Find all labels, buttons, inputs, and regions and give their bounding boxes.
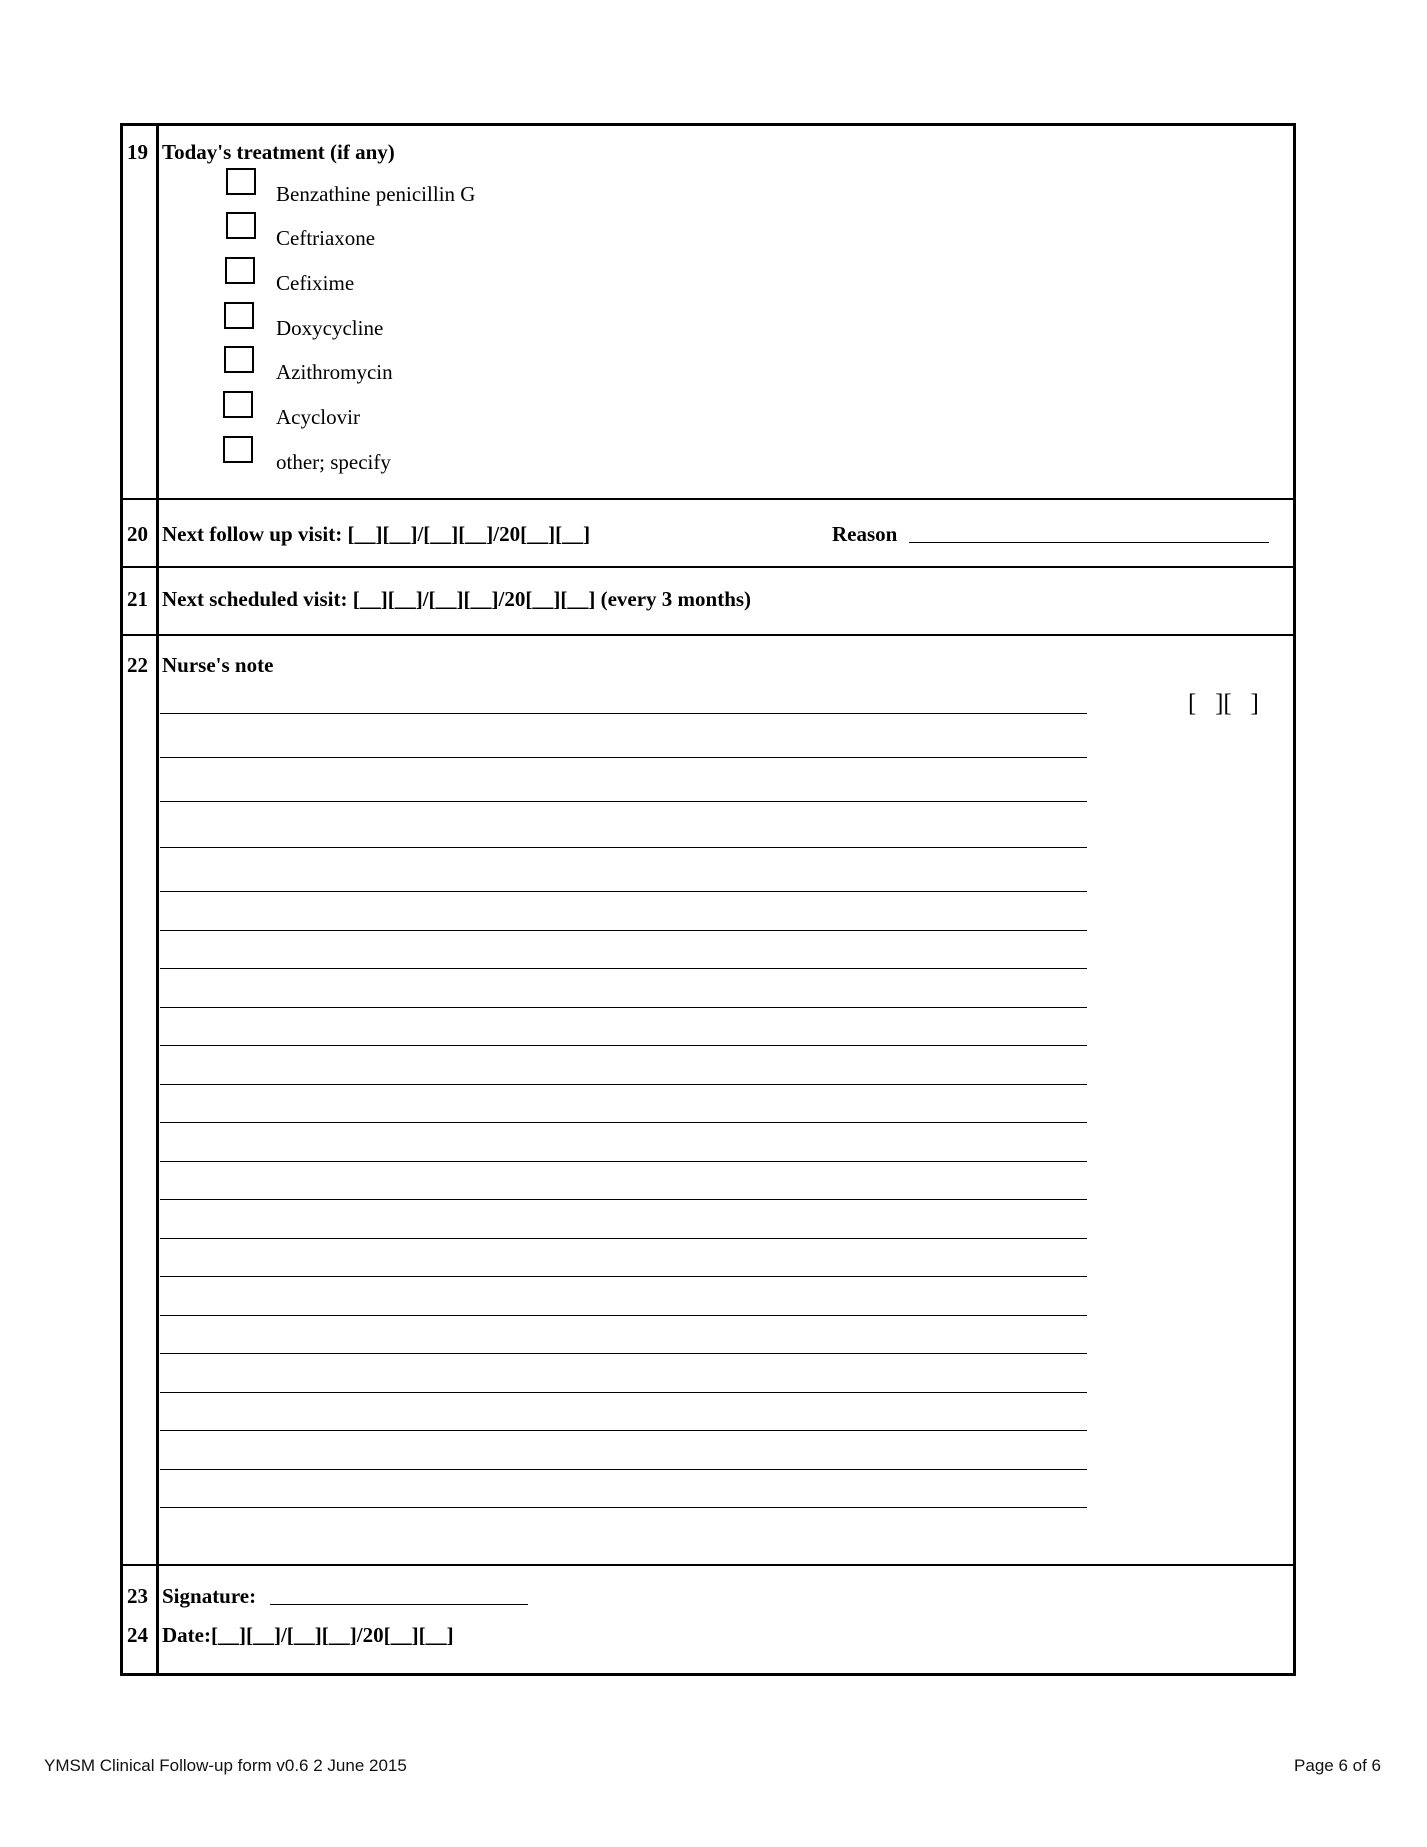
q19-number: 19	[127, 140, 148, 164]
note-line[interactable]	[160, 1315, 1087, 1316]
q20-label[interactable]: Next follow up visit: [__][__]/[__][__]/20[__][__]	[162, 522, 591, 546]
q23-label: Signature:	[162, 1584, 257, 1608]
q23-number: 23	[127, 1584, 148, 1608]
note-line[interactable]	[160, 801, 1087, 802]
reason-input-line[interactable]	[909, 542, 1269, 543]
ceftriaxone-checkbox[interactable]	[226, 212, 256, 239]
note-line[interactable]	[160, 1507, 1087, 1508]
note-line[interactable]	[160, 757, 1087, 758]
note-line[interactable]	[160, 1045, 1087, 1046]
cefixime-checkbox[interactable]	[225, 257, 255, 284]
note-line[interactable]	[160, 1469, 1087, 1470]
note-line[interactable]	[160, 1007, 1087, 1008]
row-q23-q24-signature-date	[123, 1564, 1293, 1676]
doxycycline-checkbox[interactable]	[224, 302, 254, 329]
note-line[interactable]	[160, 847, 1087, 848]
note-line[interactable]	[160, 1276, 1087, 1277]
note-line[interactable]	[160, 1084, 1087, 1085]
q21-label[interactable]: Next scheduled visit: [__][__]/[__][__]/20[__][__] (every 3 months)	[162, 587, 752, 611]
row-q20-next-follow-up	[123, 498, 1293, 568]
note-line[interactable]	[160, 1199, 1087, 1200]
ceftriaxone-label: Ceftriaxone	[276, 226, 376, 250]
footer-form-version: YMSM Clinical Follow-up form v0.6 2 June 2015	[44, 1756, 407, 1775]
other-checkbox[interactable]	[223, 436, 253, 463]
note-line[interactable]	[160, 891, 1087, 892]
doxycycline-label: Doxycycline	[276, 316, 384, 340]
row-q19-treatment	[123, 126, 1293, 500]
benzathine-label: Benzathine penicillin G	[276, 182, 476, 206]
q21-number: 21	[127, 587, 148, 611]
note-line[interactable]	[160, 1122, 1087, 1123]
acyclovir-checkbox[interactable]	[223, 391, 253, 418]
q24-label[interactable]: Date:[__][__]/[__][__]/20[__][__]	[162, 1623, 454, 1647]
q19-label: Today's treatment (if any)	[162, 140, 395, 164]
note-line[interactable]	[160, 930, 1087, 931]
note-line[interactable]	[160, 1161, 1087, 1162]
note-line[interactable]	[160, 1430, 1087, 1431]
footer-page-number: Page 6 of 6	[1294, 1756, 1381, 1775]
benzathine-checkbox[interactable]	[226, 168, 256, 195]
q22-number: 22	[127, 653, 148, 677]
row-q21-next-scheduled	[123, 566, 1293, 636]
reason-label: Reason	[832, 522, 898, 546]
q22-label: Nurse's note	[162, 653, 274, 677]
azithromycin-label: Azithromycin	[276, 360, 393, 384]
note-line[interactable]	[160, 968, 1087, 969]
azithromycin-checkbox[interactable]	[224, 346, 254, 373]
signature-input-line[interactable]	[270, 1604, 528, 1605]
nurse-code-boxes[interactable]: [ ][ ]	[1188, 690, 1259, 717]
row-q22-nurse-note	[123, 634, 1293, 1566]
q20-number: 20	[127, 522, 148, 546]
note-line[interactable]	[160, 1353, 1087, 1354]
cefixime-label: Cefixime	[276, 271, 355, 295]
note-line[interactable]	[160, 1238, 1087, 1239]
follow-up-form-table	[120, 123, 1296, 1676]
note-line[interactable]	[160, 1392, 1087, 1393]
other-label: other; specify	[276, 450, 391, 474]
acyclovir-label: Acyclovir	[276, 405, 360, 429]
note-line[interactable]	[160, 713, 1087, 714]
q24-number: 24	[127, 1623, 148, 1647]
